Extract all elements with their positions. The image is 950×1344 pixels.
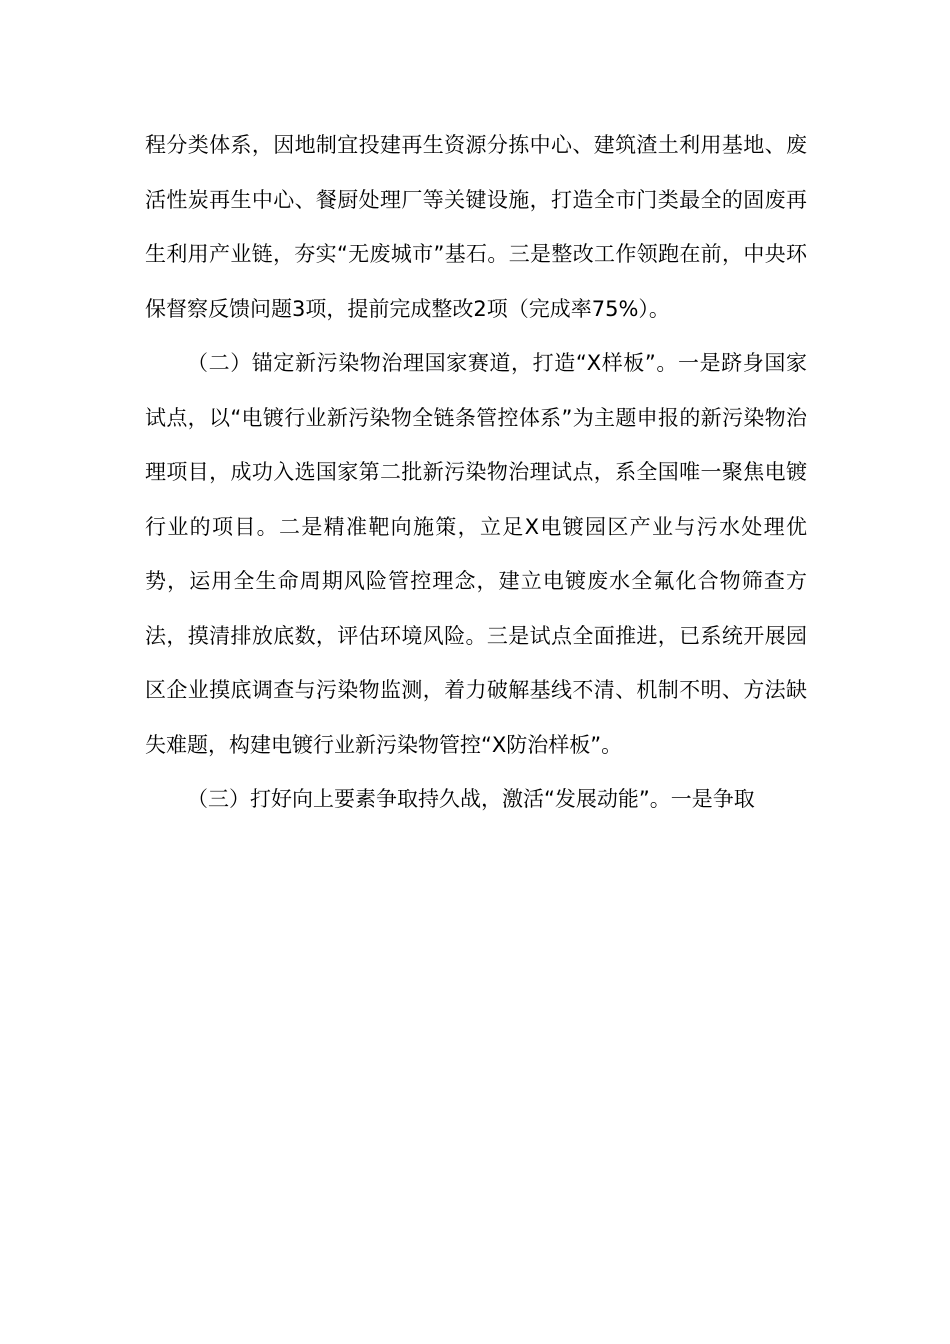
document-body xyxy=(145,118,807,827)
paragraph-section-two: （二）锚定新污染物治理国家赛道，打造“X样板”。一是跻身国家试点，以“电镀行业新污染物全链条管控体系”为主题申报的新污染物治理项目，成功入选国家第二批新污染物治理试点，系全国唯一聚焦电镀行业的项目。二是精准靶向施策，立足X电镀园区产业与污水处理优势，运用全生命周期风险管控理念，建立电镀废水全氟化合物筛查方法，摸清排放底数，评估环境风险。三是试点全面推进，已系统开展园区企业摸底调查与污染物监测，着力破解基线不清、机制不明、方法缺失难题，构建电镀行业新污染物管控“X防治样板”。 xyxy=(145,351,807,757)
paragraph-section-three: （三）打好向上要素争取持久战，激活“发展动能”。一是争取 xyxy=(187,787,755,811)
paragraph-continuation: 程分类体系，因地制宜投建再生资源分拣中心、建筑渣土利用基地、废活性炭再生中心、餐厨处理厂等关键设施，打造全市门类最全的固废再生利用产业链，夯实“无废城市”基石。三是整改工作领跑在前，中央环保督察反馈问题3项，提前完成整改2项（完成率75%）。 xyxy=(145,133,807,321)
